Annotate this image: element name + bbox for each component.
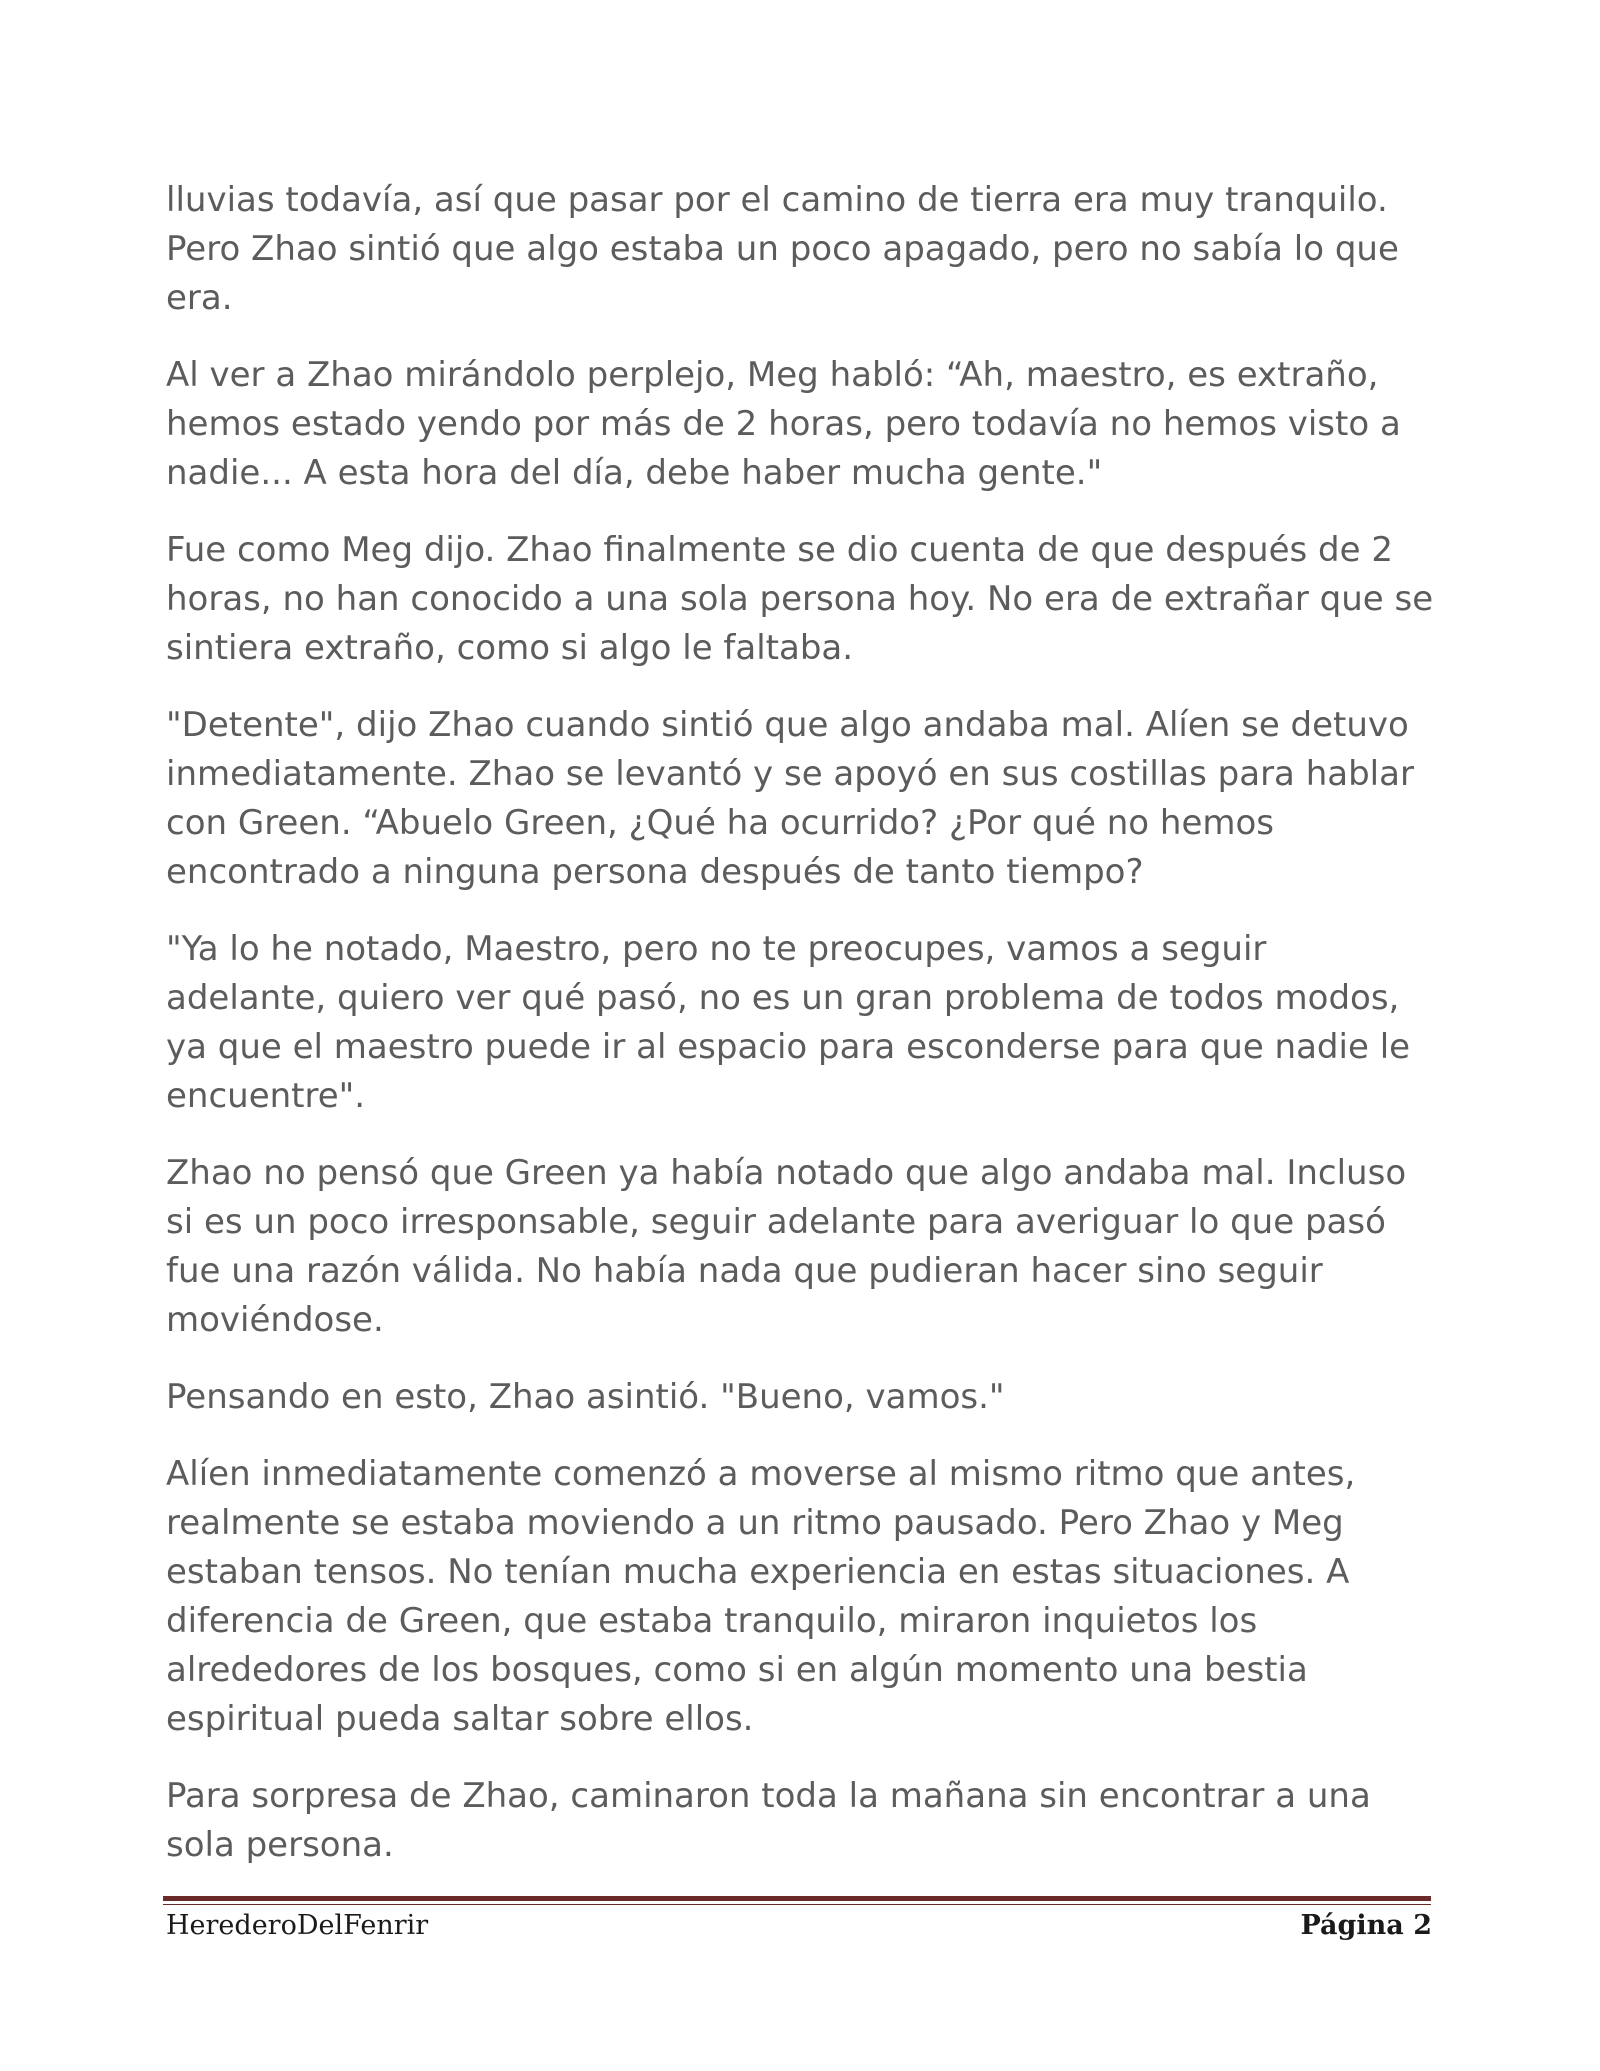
paragraph-9: Para sorpresa de Zhao, caminaron toda la mañana sin encontrar a una sola persona. — [166, 1776, 1371, 1865]
footer-divider-thin — [163, 1904, 1431, 1905]
paragraph-5: "Ya lo he notado, Maestro, pero no te preocupes, vamos a seguir adelante, quiero ver qué pasó, no es un gran problema de todos modos, ya que el maestro puede ir al espacio para esconderse para que nadie le encuentre". — [166, 929, 1411, 1116]
paragraph-2: Al ver a Zhao mirándolo perplejo, Meg habló: “Ah, maestro, es extraño, hemos estado yendo por más de 2 horas, pero todavía no hemos visto a nadie... A esta hora del día, debe haber mucha gente." — [166, 355, 1401, 493]
paragraph-1: lluvias todavía, así que pasar por el camino de tierra era muy tranquilo. Pero Zhao sintió que algo estaba un poco apagado, pero no sabía lo que era. — [166, 180, 1399, 318]
footer-author: HerederoDelFenrir — [166, 1910, 429, 1941]
footer-divider-thick — [163, 1896, 1431, 1901]
paragraph-8: Alíen inmediatamente comenzó a moverse al mismo ritmo que antes, realmente se estaba moviendo a un ritmo pausado. Pero Zhao y Meg estaban tensos. No tenían mucha experiencia en estas situaciones. A diferencia de Green, que estaba tranquilo, miraron inquietos los alrededores de los bosques, como si en algún momento una bestia espiritual pueda saltar sobre ellos. — [166, 1454, 1356, 1739]
paragraph-3: Fue como Meg dijo. Zhao finalmente se dio cuenta de que después de 2 horas, no han conocido a una sola persona hoy. No era de extrañar que se sintiera extraño, como si algo le faltaba. — [166, 530, 1434, 668]
body-text — [166, 176, 1436, 1898]
page-footer — [166, 1910, 1432, 1941]
paragraph-4: "Detente", dijo Zhao cuando sintió que algo andaba mal. Alíen se detuvo inmediatamente. Zhao se levantó y se apoyó en sus costillas para hablar con Green. “Abuelo Green, ¿Qué ha ocurrido? ¿Por qué no hemos encontrado a ninguna persona después de tanto tiempo? — [166, 705, 1414, 892]
paragraph-7: Pensando en esto, Zhao asintió. "Bueno, vamos." — [166, 1377, 1005, 1417]
footer-page-number: Página 2 — [1300, 1910, 1432, 1941]
paragraph-6: Zhao no pensó que Green ya había notado que algo andaba mal. Incluso si es un poco irresponsable, seguir adelante para averiguar lo que pasó fue una razón válida. No había nada que pudieran hacer sino seguir moviéndose. — [166, 1153, 1407, 1340]
